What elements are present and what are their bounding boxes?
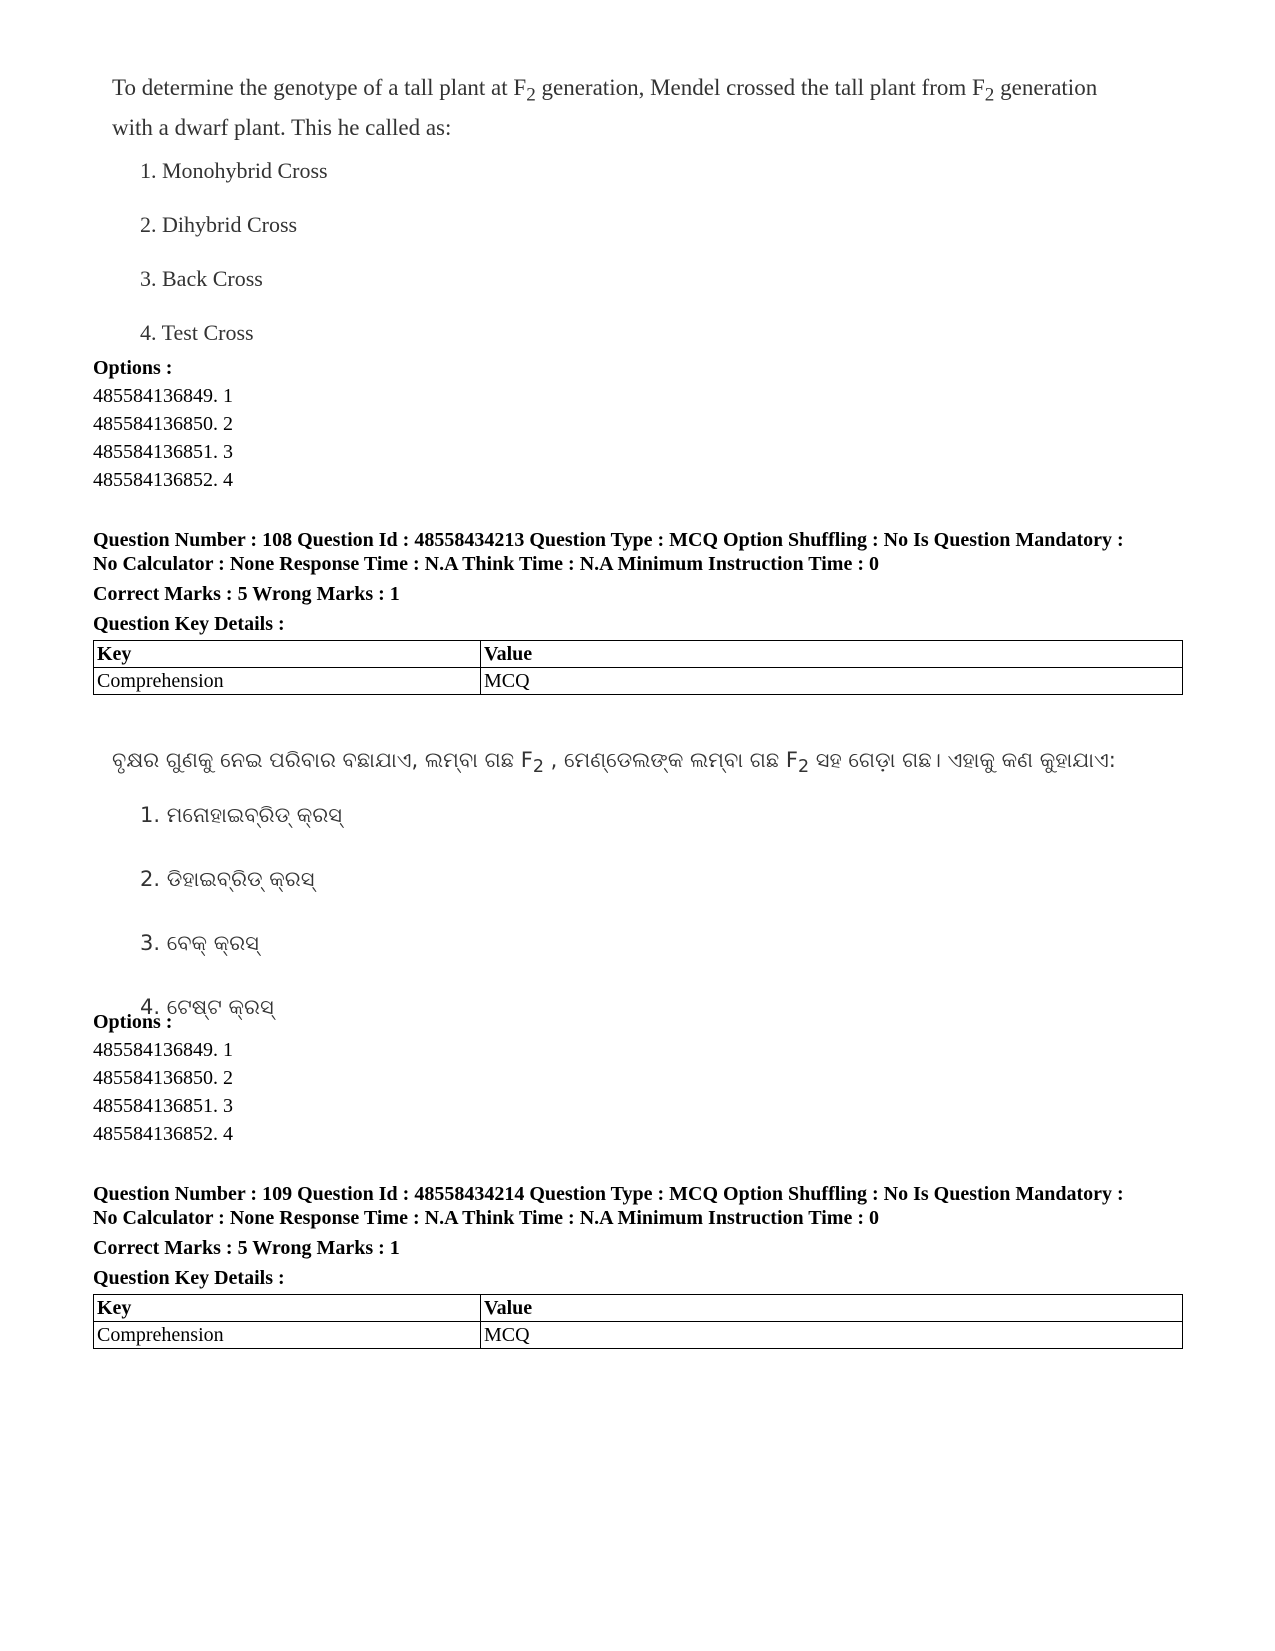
choice-4: 4. ଟେଷ୍ଟ କ୍ରସ୍ (140, 995, 274, 1020)
stem-text: To determine the genotype of a tall plant at F (112, 75, 527, 100)
choice-1: 1. ମନୋହାଇବ୍ରିଡ୍ କ୍ରସ୍ (140, 803, 342, 828)
choice-2: 2. ଡିହାଇବ୍ରିଡ୍ କ୍ରସ୍ (140, 867, 315, 892)
subscript: 2 (797, 757, 810, 778)
table-cell-value: MCQ (481, 1322, 1183, 1349)
table-cell-key: Comprehension (94, 1322, 481, 1349)
meta-line: Question Number : 108 Question Id : 48558434213 Question Type : MCQ Option Shuffling : No Is Question Mandatory : (93, 529, 1124, 551)
question-meta-108 (93, 528, 1183, 695)
choice-3: 3. Back Cross (140, 265, 263, 291)
meta-line: Question Number : 109 Question Id : 48558434214 Question Type : MCQ Option Shuffling : No Is Question Mandatory : (93, 1183, 1124, 1205)
option-id: 485584136850. 2 (93, 413, 233, 435)
stem-text: ବୃକ୍ଷର ଗୁଣକୁ ନେଇ ପରିବାର ବଛାଯାଏ, ଲମ୍ବା ଗଛ F (112, 748, 533, 772)
table-cell-key: Comprehension (94, 668, 481, 695)
option-id: 485584136852. 4 (93, 469, 233, 491)
choice-1: 1. Monohybrid Cross (140, 157, 328, 183)
table-header-key: Key (94, 641, 481, 668)
choice-3: 3. ବେକ୍ କ୍ରସ୍ (140, 931, 259, 956)
marks-line: Correct Marks : 5 Wrong Marks : 1 (93, 583, 400, 605)
option-id: 485584136849. 1 (93, 1039, 233, 1061)
table-row (94, 1295, 1183, 1322)
table-row (94, 1322, 1183, 1349)
question-meta-109 (93, 1182, 1183, 1349)
table-header-key: Key (94, 1295, 481, 1322)
stem-text: ସହ ଗେଡ଼ା ଗଛ। ଏହାକୁ କଣ କୁହାଯାଏ: (809, 748, 1116, 772)
table-row (94, 641, 1183, 668)
option-id: 485584136850. 2 (93, 1067, 233, 1089)
table-cell-value: MCQ (481, 668, 1183, 695)
key-details-table (93, 1294, 1183, 1349)
table-row (94, 668, 1183, 695)
table-header-value: Value (481, 1295, 1183, 1322)
option-id: 485584136851. 3 (93, 441, 233, 463)
option-id: 485584136851. 3 (93, 1095, 233, 1117)
options-block (93, 1008, 1183, 1148)
question-stem (112, 72, 1162, 112)
marks-line: Correct Marks : 5 Wrong Marks : 1 (93, 1237, 400, 1259)
subscript: 2 (984, 84, 995, 106)
option-id: 485584136852. 4 (93, 1123, 233, 1145)
question-image-english (112, 72, 1162, 360)
choice-2: 2. Dihybrid Cross (140, 211, 298, 237)
stem-text: generation (994, 75, 1098, 100)
options-block (93, 354, 1183, 494)
question-stem-line2: with a dwarf plant. This he called as: (112, 114, 452, 140)
meta-line: No Calculator : None Response Time : N.A Think Time : N.A Minimum Instruction Time : 0 (93, 553, 879, 575)
key-details-heading: Question Key Details : (93, 613, 285, 635)
stem-text: generation, Mendel crossed the tall plant from F (535, 75, 985, 100)
option-id: 485584136849. 1 (93, 385, 233, 407)
meta-line: No Calculator : None Response Time : N.A Think Time : N.A Minimum Instruction Time : 0 (93, 1207, 879, 1229)
key-details-table (93, 640, 1183, 695)
table-header-value: Value (481, 641, 1183, 668)
subscript: 2 (526, 84, 536, 106)
question-stem (112, 744, 1162, 783)
choice-4: 4. Test Cross (140, 319, 254, 345)
subscript: 2 (532, 757, 544, 778)
options-heading: Options : (93, 357, 173, 379)
options-heading: Options : (93, 1011, 173, 1033)
stem-text: , ମେଣ୍ଡେଲଙ୍କ ଲମ୍ବା ଗଛ F (543, 748, 798, 772)
key-details-heading: Question Key Details : (93, 1267, 285, 1289)
question-image-odia (112, 744, 1162, 1039)
